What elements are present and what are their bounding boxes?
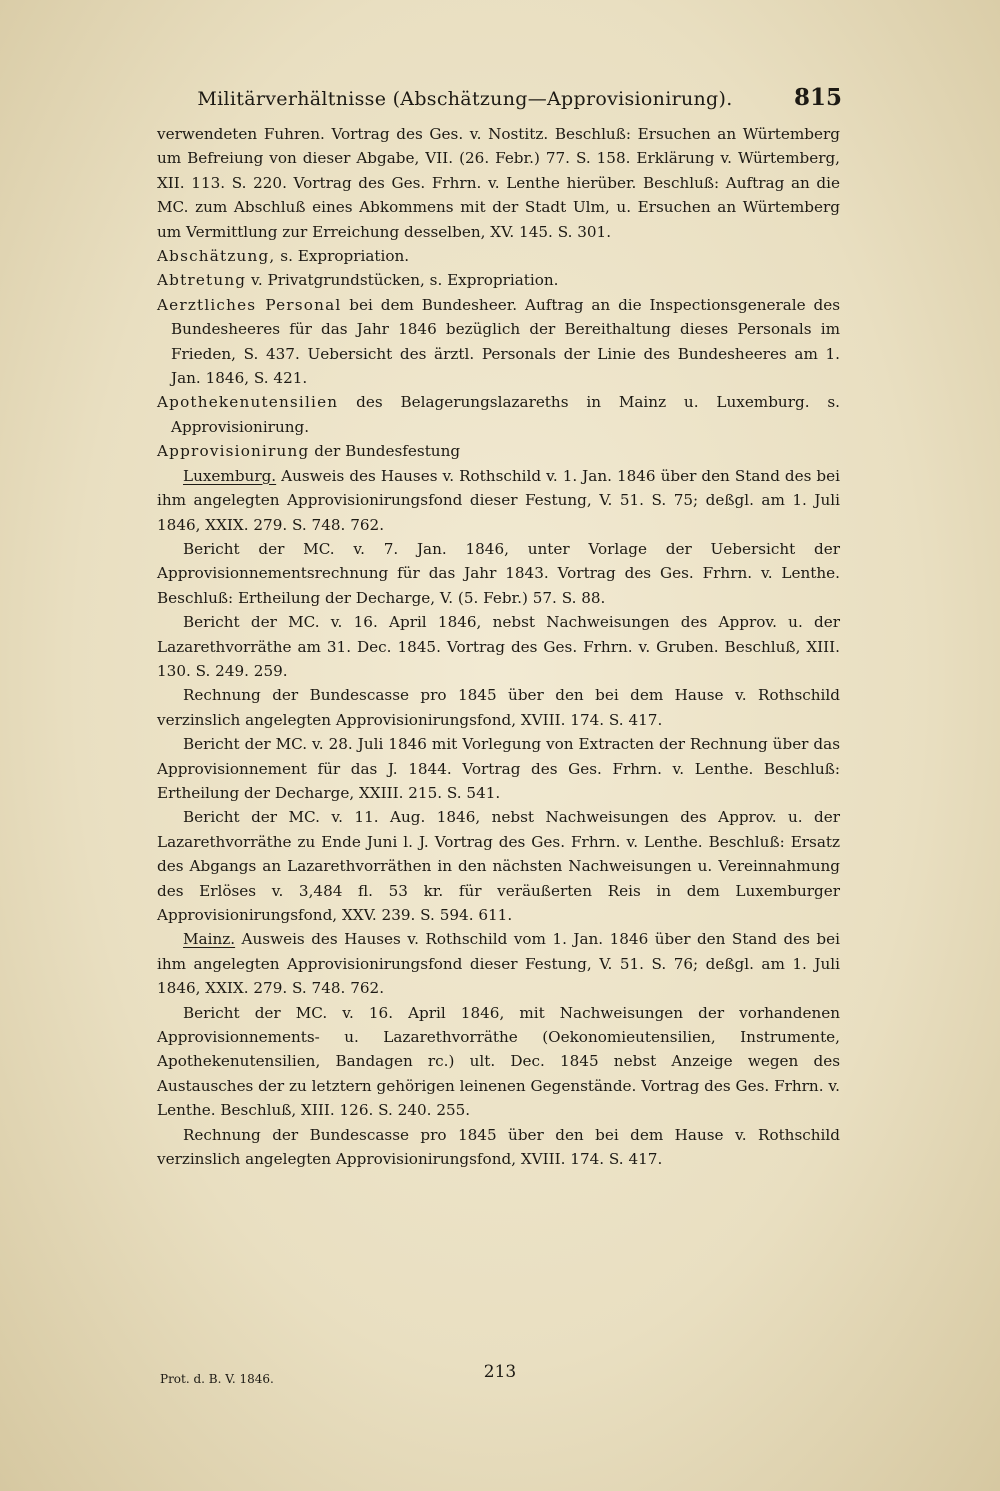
page-number: 815 xyxy=(793,84,842,111)
page-header xyxy=(150,84,850,118)
sub-entry xyxy=(157,610,840,683)
footer-sheet-number: 213 xyxy=(483,1362,517,1382)
entry-keyword: Apothekenutensilien xyxy=(157,393,339,412)
page-footer xyxy=(150,1362,850,1392)
sub-entry-luxemburg xyxy=(157,464,840,537)
sub-entry xyxy=(157,1001,840,1123)
entry-text: Ausweis des Hauses v. Rothschild vom 1. Jan. 1846 über den Stand des bei ihm angelegten Approvisionirungsfond dieser Festung, V. 51. S. 76; deßgl. am 1. Juli 1846, XXIX. 279. S. 748. 762. xyxy=(157,930,840,998)
entry-text: Bericht der MC. v. 16. April 1846, mit Nachweisungen der vorhandenen Approvisionnements- u. Lazarethvorräthe (Oekonomieutensilien, Instrumente, Apothekenutensilien, Bandagen rc.) ult. Dec. 1845 nebst Anzeige wegen des Austausches der zu letztern gehörigen leinenen Gegenstände. Vortrag des Ges. Frhrn. v. Lenthe. Beschluß, XIII. 126. S. 240. 255. xyxy=(157,1003,840,1120)
entry-keyword: Abschätzung, xyxy=(157,247,276,266)
entry-keyword: Aerztliches Personal xyxy=(157,295,342,314)
sub-entry xyxy=(157,732,840,805)
footer-source: Prot. d. B. V. 1846. xyxy=(160,1372,274,1386)
entry-text: Rechnung der Bundescasse pro 1845 über den bei dem Hause v. Rothschild verzinslich angelegten Approvisionirungsfond, XVIII. 174. S. 417. xyxy=(157,1125,840,1169)
entry-text: bei dem Bundesheer. Auftrag an die Inspectionsgenerale des Bundesheeres für das Jahr 1846 bezüglich der Bereithaltung dieses Personals im Frieden, S. 437. Uebersicht des ärztl. Personals der Linie des Bundesheeres am 1. Jan. 1846, S. 421. xyxy=(171,295,840,388)
entry-place: Luxemburg. xyxy=(183,466,277,485)
entry-text: des Belagerungslazareths in Mainz u. Luxemburg. s. Approvisionirung. xyxy=(171,393,840,436)
index-entry-apothekenutensilien xyxy=(157,390,840,439)
entry-place: Mainz. xyxy=(183,930,236,949)
entry-keyword: Abtretung xyxy=(157,271,247,290)
entry-text: Rechnung der Bundescasse pro 1845 über den bei dem Hause v. Rothschild verzinslich angelegten Approvisionirungsfond, XVIII. 174. S. 417. xyxy=(157,686,840,729)
sub-entry xyxy=(157,805,840,927)
sub-entry xyxy=(157,1123,840,1172)
entry-text: Ausweis des Hauses v. Rothschild v. 1. Jan. 1846 über den Stand des bei ihm angelegten Approvisionirungsfond dieser Festung, V. 51. S. 75; deßgl. am 1. Juli 1846, XXIX. 279. S. 748. 762. xyxy=(157,466,840,534)
entry-text: verwendeten Fuhren. Vortrag des Ges. v. Nostitz. Beschluß: Ersuchen an Würtemberg um Befreiung von dieser Abgabe, VII. (26. Febr.) 77. S. 158. Erklärung v. Würtemberg, XII. 113. S. 220. Vortrag des Ges. Frhrn. v. Lenthe hierüber. Beschluß: Auftrag an die MC. zum Abschluß eines Abkommens mit der Stadt Ulm, u. Ersuchen an Würtemberg um Vermittlung zur Erreichung desselben, XV. 145. S. 301. xyxy=(157,125,840,241)
entry-text: Bericht der MC. v. 28. Juli 1846 mit Vorlegung von Extracten der Rechnung über das Approvisionnement für das J. 1844. Vortrag des Ges. Frhrn. v. Lenthe. Beschluß: Ertheilung der Decharge, XXIII. 215. S. 541. xyxy=(157,735,840,802)
entry-text: Bericht der MC. v. 11. Aug. 1846, nebst Nachweisungen des Approv. u. der Lazarethvorräthe zu Ende Juni l. J. Vortrag des Ges. Frhrn. v. Lenthe. Beschluß: Ersatz des Abgangs an Lazarethvorräthen in den nächsten Nachweisungen u. Vereinnahmung des Erlöses v. 3,484 fl. 53 kr. für veräußerten Reis in dem Luxemburger Approvisionirungsfond, XXV. 239. S. 594. 611. xyxy=(157,808,840,924)
index-entry-approvisionirung xyxy=(157,439,840,463)
index-entry-abtretung xyxy=(157,268,840,292)
index-entry-aerztliches-personal xyxy=(157,293,840,391)
running-title: Militärverhältnisse (Abschätzung—Approvisionirung). xyxy=(197,88,733,110)
sub-entry xyxy=(157,537,840,610)
entry-text: s. Expropriation. xyxy=(275,247,410,266)
index-entry-continuation xyxy=(157,122,840,244)
index-entry-abschaetzung xyxy=(157,244,840,268)
entry-text: Bericht der MC. v. 16. April 1846, nebst Nachweisungen des Approv. u. der Lazarethvorräthe am 31. Dec. 1845. Vortrag des Ges. Frhrn. v. Gruben. Beschluß, XIII. 130. S. 249. 259. xyxy=(157,613,840,680)
entry-text: Bericht der MC. v. 7. Jan. 1846, unter Vorlage der Uebersicht der Approvisionnementsrechnung für das Jahr 1843. Vortrag des Ges. Frhrn. v. Lenthe. Beschluß: Ertheilung der Decharge, V. (5. Febr.) 57. S. 88. xyxy=(157,539,840,607)
entry-text: v. Privatgrundstücken, s. Expropriation. xyxy=(246,271,559,290)
entry-text: der Bundesfestung xyxy=(309,442,461,461)
sub-entry xyxy=(157,683,840,732)
index-body xyxy=(157,122,840,1171)
entry-keyword: Approvisionirung xyxy=(157,442,310,461)
sub-entry-mainz xyxy=(157,927,840,1000)
